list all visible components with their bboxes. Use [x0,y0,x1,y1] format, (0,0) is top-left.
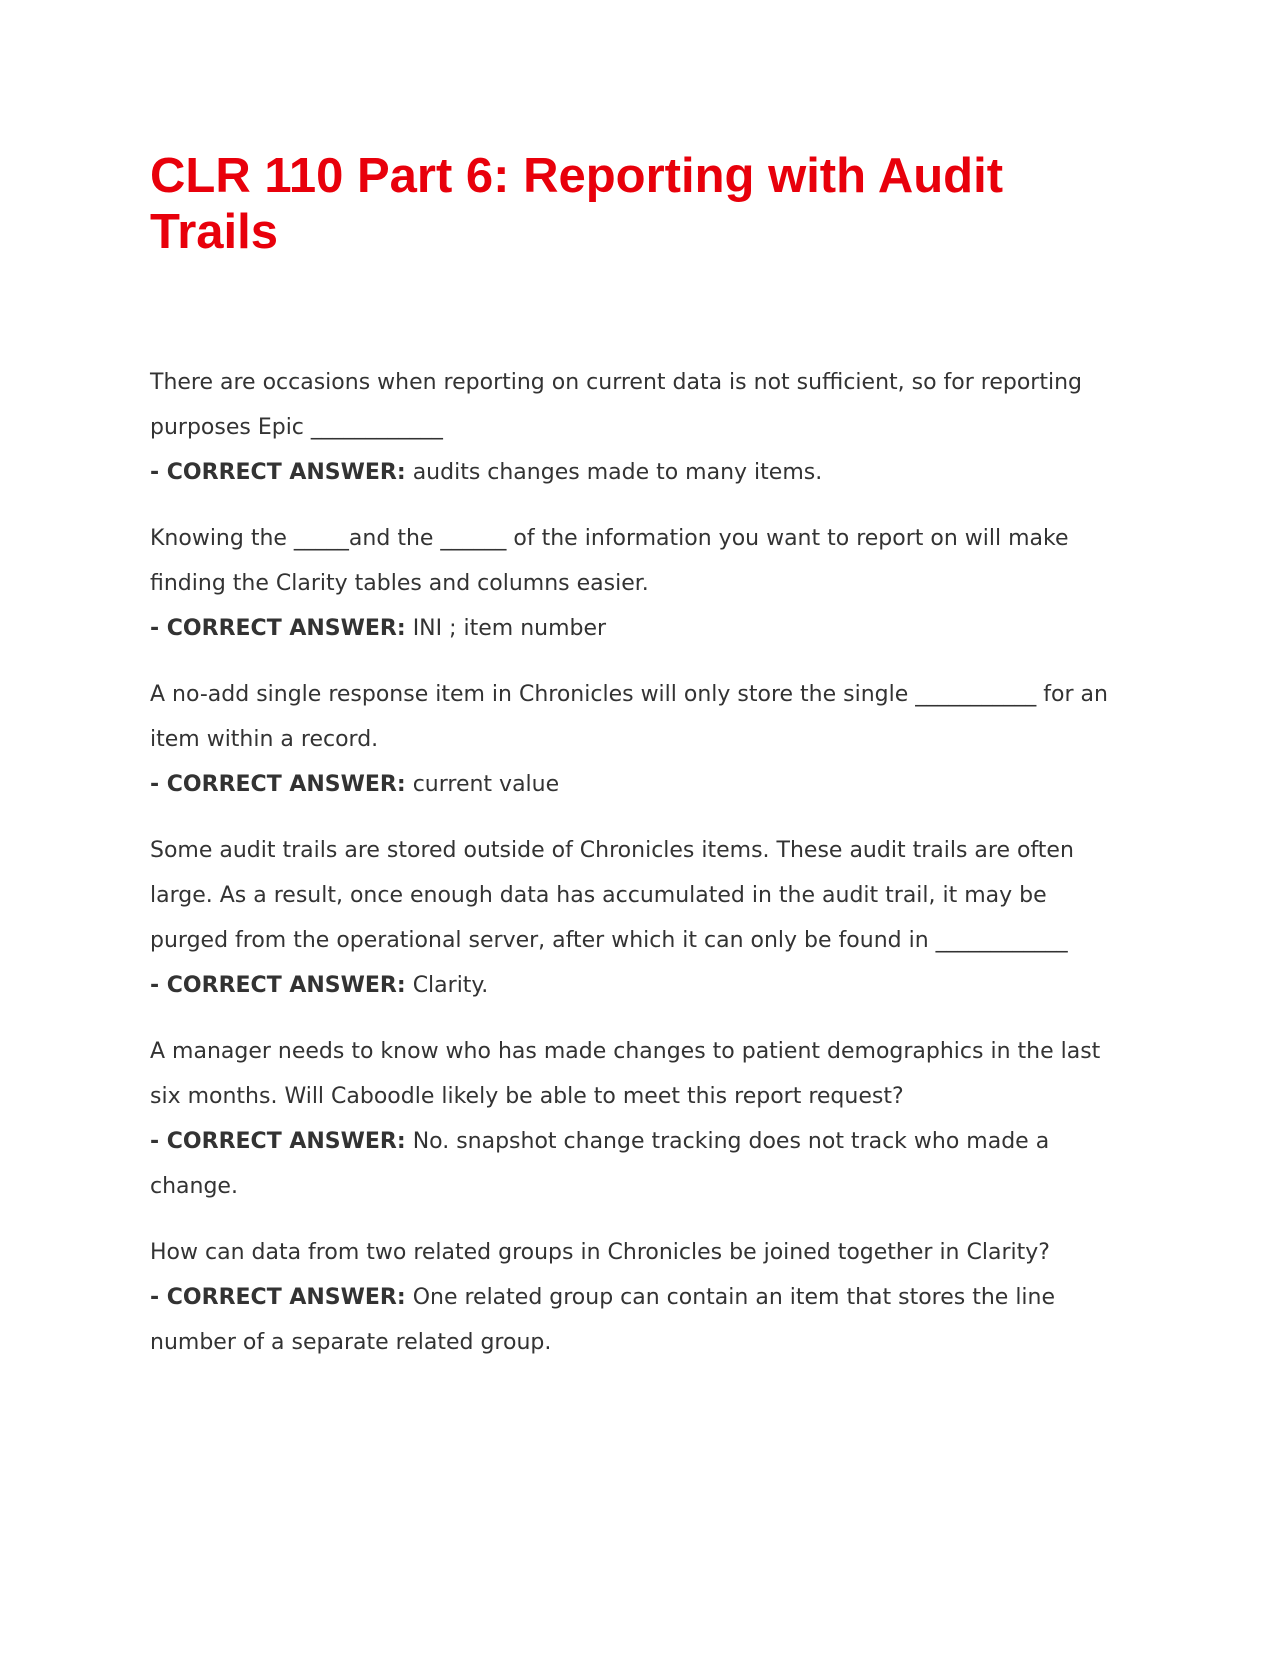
question-answer-list [150,360,1130,1386]
correct-answer-label: - CORRECT ANSWER: [150,1129,406,1154]
answer-value: Clarity. [412,973,489,998]
answer-value: One related group can contain an item that stores the line number of a separate related group. [150,1285,1056,1355]
question-text: A manager needs to know who has made changes to patient demographics in the last six months. Will Caboodle likely be able to meet this report request? [150,1039,1101,1109]
answer-text [150,450,1130,495]
answer-text [150,963,1130,1008]
page-title: CLR 110 Part 6: Reporting with Audit Trails [150,149,1004,259]
correct-answer-label: - CORRECT ANSWER: [150,460,406,485]
question-text: Some audit trails are stored outside of Chronicles items. These audit trails are often large. As a result, once enough data has accumulated in the audit trail, it may be purged from the operational server, after which it can only be found in ____________ [150,838,1074,953]
qa-item [150,1029,1130,1209]
answer-value: audits changes made to many items. [412,460,823,485]
answer-text [150,606,1130,651]
question-text: How can data from two related groups in Chronicles be joined together in Clarity? [150,1240,1050,1265]
qa-item [150,828,1130,1008]
question-text: A no-add single response item in Chronicles will only store the single ___________ for an item within a record. [150,682,1108,752]
correct-answer-label: - CORRECT ANSWER: [150,1285,406,1310]
answer-value: No. snapshot change tracking does not track who made a change. [150,1129,1050,1199]
answer-text [150,1275,1130,1365]
qa-item [150,1230,1130,1365]
question-text: There are occasions when reporting on current data is not sufficient, so for reporting purposes Epic ____________ [150,370,1082,440]
question-text: Knowing the _____and the ______ of the information you want to report on will make finding the Clarity tables and columns easier. [150,526,1069,596]
answer-text [150,1119,1130,1209]
correct-answer-label: - CORRECT ANSWER: [150,616,406,641]
qa-item [150,672,1130,807]
correct-answer-label: - CORRECT ANSWER: [150,772,406,797]
answer-value: INI ; item number [412,616,607,641]
correct-answer-label: - CORRECT ANSWER: [150,973,406,998]
answer-text [150,762,1130,807]
qa-item [150,516,1130,651]
qa-item [150,360,1130,495]
answer-value: current value [412,772,560,797]
